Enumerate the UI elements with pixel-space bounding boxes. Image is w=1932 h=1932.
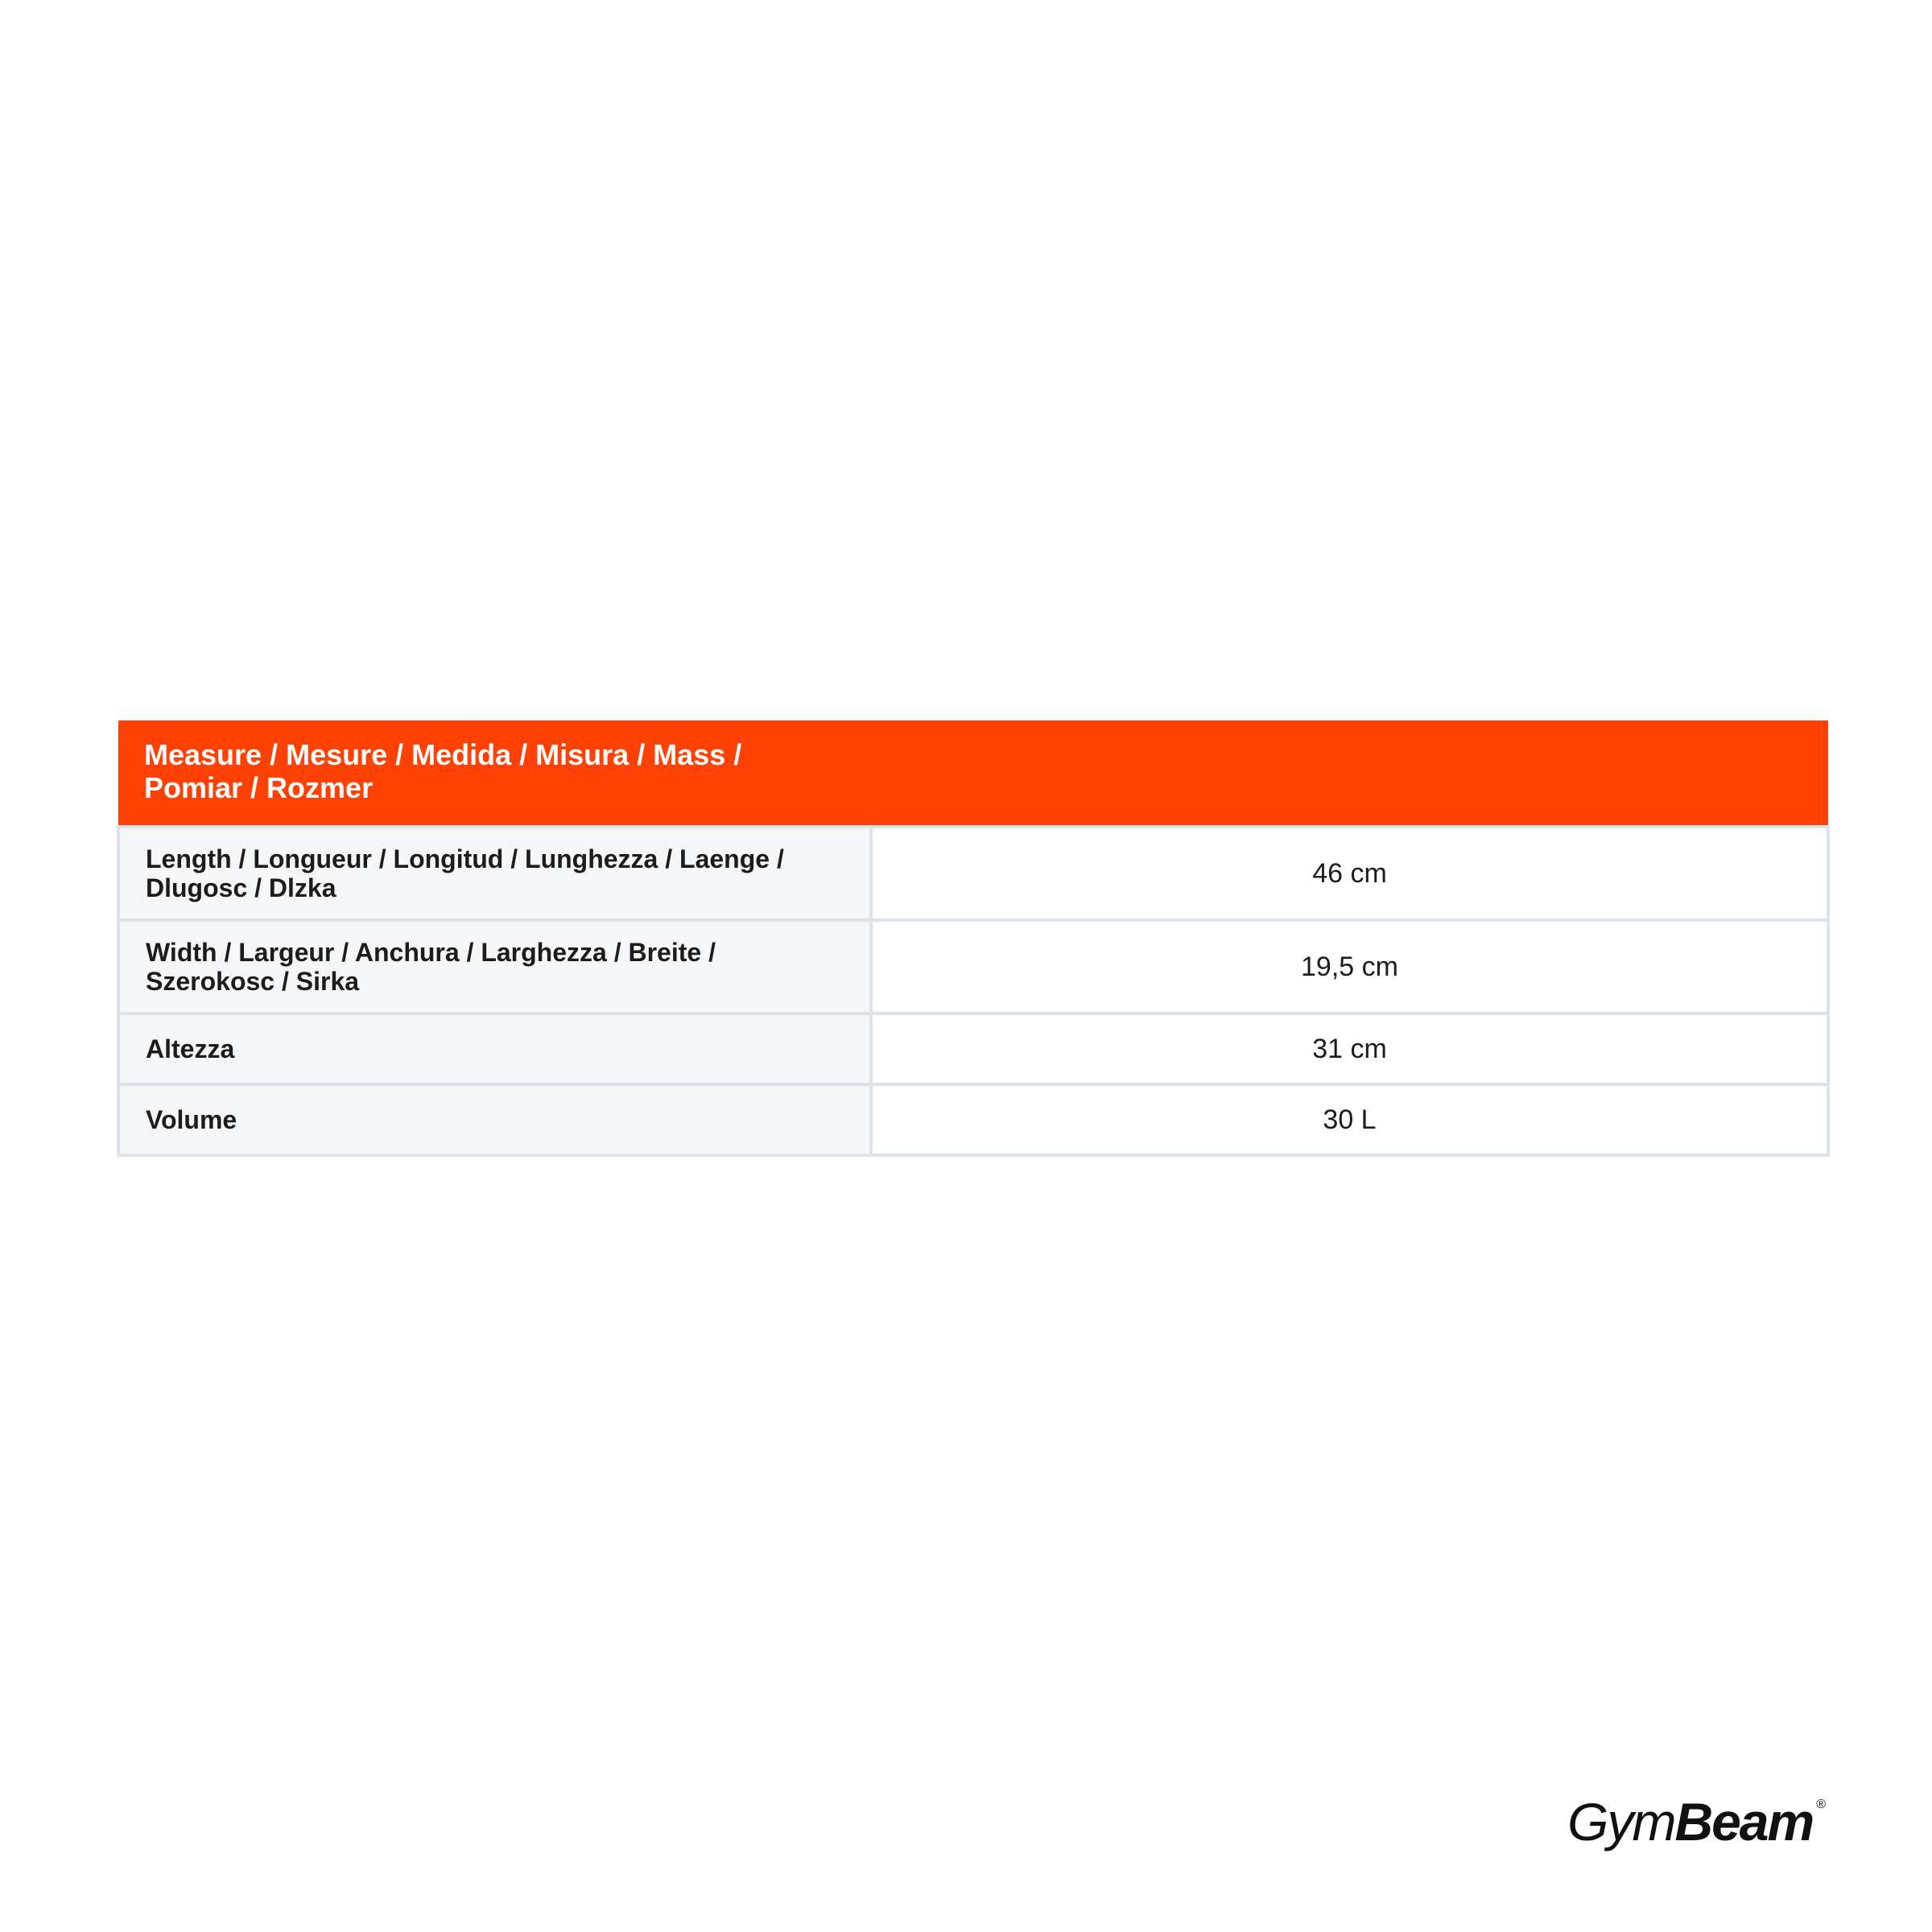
table-header-row (118, 720, 1828, 827)
logo-text-beam: Beam (1674, 1792, 1814, 1852)
row-label-cell (118, 827, 871, 920)
table-header-label: Measure / Mesure / Medida / Misura / Mass / Pomiar / Rozmer (144, 738, 742, 804)
row-value: 30 L (871, 1084, 1828, 1155)
gymbeam-logo (1567, 1792, 1826, 1860)
table-row (118, 920, 1828, 1013)
row-label: Volume (146, 1105, 237, 1134)
row-label: Width / Largeur / Anchura / Larghezza / Breite / Szerokosc / Sirka (146, 938, 716, 996)
row-label: Altezza (146, 1034, 235, 1063)
registered-mark: ® (1816, 1798, 1826, 1811)
logo-text-gym: Gym (1567, 1792, 1675, 1852)
row-value: 31 cm (871, 1013, 1828, 1084)
table-row (118, 1013, 1828, 1084)
row-label-cell (118, 1013, 871, 1084)
table-row (118, 1084, 1828, 1155)
row-value: 46 cm (871, 827, 1828, 920)
row-label-cell (118, 920, 871, 1013)
row-label: Length / Longueur / Longitud / Lunghezza / Laenge / Dlugosc / Dlzka (146, 844, 784, 902)
row-value: 19,5 cm (871, 920, 1828, 1013)
table-row (118, 827, 1828, 920)
table-header (118, 720, 1828, 827)
size-table (117, 720, 1830, 1157)
row-label-cell (118, 1084, 871, 1155)
